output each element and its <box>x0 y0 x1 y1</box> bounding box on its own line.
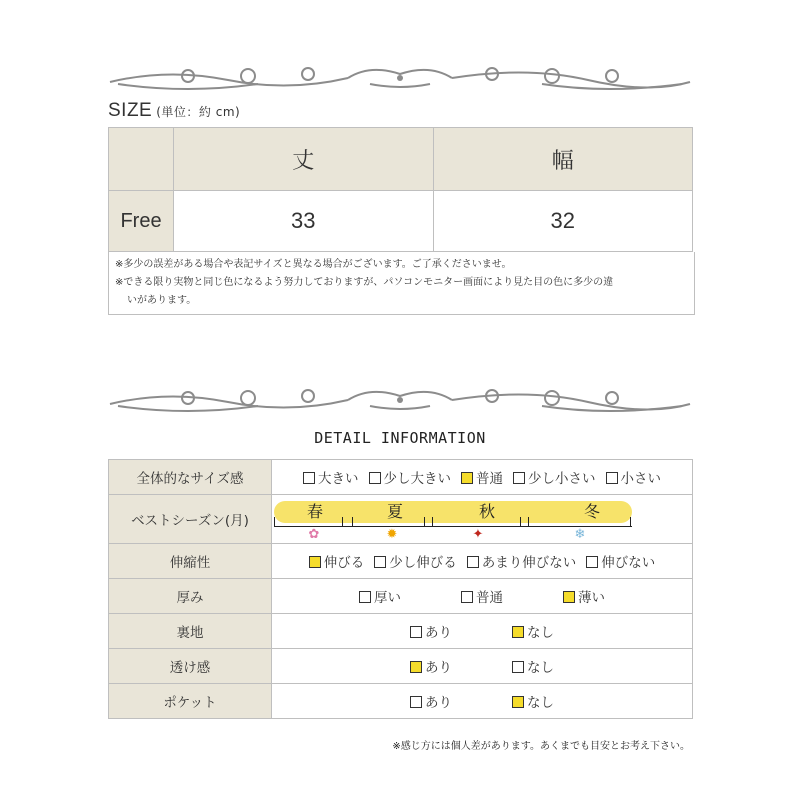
detail-table <box>108 459 693 719</box>
checked-box-icon[interactable] <box>309 556 321 568</box>
detail-row-pocket <box>109 684 693 719</box>
size-value-width: 32 <box>433 191 693 252</box>
flourish-icon <box>108 60 692 100</box>
checked-box-icon[interactable] <box>410 661 422 673</box>
checked-box-icon[interactable] <box>512 626 524 638</box>
detail-row-size-feel <box>109 460 693 495</box>
season-summer: 夏 <box>386 502 403 521</box>
option-item[interactable] <box>461 467 503 487</box>
detail-label: ポケット <box>109 684 272 719</box>
maple-leaf-icon: ✦ <box>472 527 484 542</box>
detail-options <box>272 649 693 684</box>
checked-box-icon[interactable] <box>512 696 524 708</box>
detail-row-best-season <box>109 495 693 544</box>
option-item[interactable] <box>410 656 452 676</box>
option-label: 伸びる <box>323 555 365 571</box>
option-label: あり <box>425 660 452 676</box>
season-tick <box>424 517 425 527</box>
detail-options <box>272 614 693 649</box>
unchecked-box-icon[interactable] <box>410 626 422 638</box>
option-item[interactable] <box>410 691 452 711</box>
option-item[interactable] <box>359 586 401 606</box>
unchecked-box-icon[interactable] <box>606 472 618 484</box>
season-tick <box>342 517 343 527</box>
season-tick <box>630 517 631 527</box>
size-header-width: 幅 <box>433 128 693 191</box>
option-item[interactable] <box>309 551 365 571</box>
option-item[interactable] <box>512 691 554 711</box>
detail-options <box>272 460 693 495</box>
option-label: 普通 <box>476 590 503 606</box>
season-tick <box>520 517 521 527</box>
detail-row-lining <box>109 614 693 649</box>
season-chart <box>272 495 692 543</box>
detail-label: 全体的なサイズ感 <box>109 460 272 495</box>
season-winter: 冬 <box>583 502 600 521</box>
detail-label: 透け感 <box>109 649 272 684</box>
unchecked-box-icon[interactable] <box>303 472 315 484</box>
unchecked-box-icon[interactable] <box>512 661 524 673</box>
size-table <box>108 127 693 252</box>
option-item[interactable] <box>606 467 662 487</box>
option-label: 少し小さい <box>528 471 596 487</box>
unchecked-box-icon[interactable] <box>374 556 386 568</box>
option-item[interactable] <box>512 621 554 641</box>
season-tick <box>352 517 353 527</box>
unchecked-box-icon[interactable] <box>359 591 371 603</box>
option-label: 少し大きい <box>383 471 451 487</box>
snowflake-icon: ❄ <box>574 527 586 542</box>
season-spring: 春 <box>306 502 323 521</box>
size-header-length: 丈 <box>174 128 434 191</box>
option-item[interactable] <box>410 621 452 641</box>
size-table-corner <box>109 128 174 191</box>
season-cell <box>272 495 693 544</box>
option-label: 少し伸びる <box>389 555 457 571</box>
option-item[interactable] <box>513 467 596 487</box>
size-row-label: Free <box>109 191 174 252</box>
size-notes <box>108 252 695 315</box>
detail-options <box>272 684 693 719</box>
season-tick <box>432 517 433 527</box>
size-value-length: 33 <box>174 191 434 252</box>
option-label: あり <box>425 625 452 641</box>
ornament-divider-top <box>108 60 692 100</box>
size-title-text: SIZE <box>108 100 153 121</box>
checked-box-icon[interactable] <box>563 591 575 603</box>
option-item[interactable] <box>303 467 359 487</box>
option-item[interactable] <box>369 467 452 487</box>
detail-disclaimer: ※感じ方には個人差があります。あくまでも目安とお考え下さい。 <box>392 741 690 752</box>
size-note-2: ※できる限り実物と同じ色になるよう努力しておりますが、パソコンモニター画面により見た目の色に多少の違 <box>115 277 614 288</box>
unchecked-box-icon[interactable] <box>586 556 598 568</box>
detail-row-stretch <box>109 544 693 579</box>
option-item[interactable] <box>586 551 655 571</box>
unchecked-box-icon[interactable] <box>410 696 422 708</box>
detail-row-thickness <box>109 579 693 614</box>
option-label: 伸びない <box>601 555 656 571</box>
option-label: 厚い <box>374 590 401 606</box>
option-label: なし <box>527 695 554 711</box>
detail-label: 厚み <box>109 579 272 614</box>
option-label: なし <box>527 625 554 641</box>
option-item[interactable] <box>512 656 554 676</box>
unchecked-box-icon[interactable] <box>513 472 525 484</box>
option-label: なし <box>527 660 554 676</box>
size-note-1: ※多少の誤差がある場合や表記サイズと異なる場合がございます。ご了承くださいませ。 <box>115 259 512 270</box>
season-autumn: 秋 <box>478 502 495 521</box>
detail-row-sheerness <box>109 649 693 684</box>
option-label: あまり伸びない <box>481 555 577 571</box>
size-unit: (単位：約 cm) <box>156 105 241 119</box>
size-title <box>108 100 240 122</box>
detail-options <box>272 579 693 614</box>
option-label: 薄い <box>578 590 605 606</box>
size-note-3: いがあります。 <box>127 295 197 306</box>
ornament-divider-middle <box>108 382 692 422</box>
detail-options <box>272 544 693 579</box>
flower-icon: ✿ <box>308 527 320 542</box>
option-label: あり <box>425 695 452 711</box>
flourish-icon <box>108 382 692 422</box>
detail-title: DETAIL INFORMATION <box>314 429 486 447</box>
option-label: 小さい <box>620 471 661 487</box>
option-item[interactable] <box>374 551 457 571</box>
detail-label: 裏地 <box>109 614 272 649</box>
checked-box-icon[interactable] <box>461 472 473 484</box>
option-item[interactable] <box>467 551 577 571</box>
detail-label: ベストシーズン(月) <box>109 495 272 544</box>
option-label: 大きい <box>318 471 359 487</box>
season-tick <box>528 517 529 527</box>
option-label: 普通 <box>476 471 503 487</box>
option-item[interactable] <box>461 586 503 606</box>
unchecked-box-icon[interactable] <box>461 591 473 603</box>
detail-label: 伸縮性 <box>109 544 272 579</box>
option-item[interactable] <box>563 586 605 606</box>
unchecked-box-icon[interactable] <box>467 556 479 568</box>
sunflower-icon: ✹ <box>386 527 398 542</box>
season-tick <box>274 517 275 527</box>
unchecked-box-icon[interactable] <box>369 472 381 484</box>
